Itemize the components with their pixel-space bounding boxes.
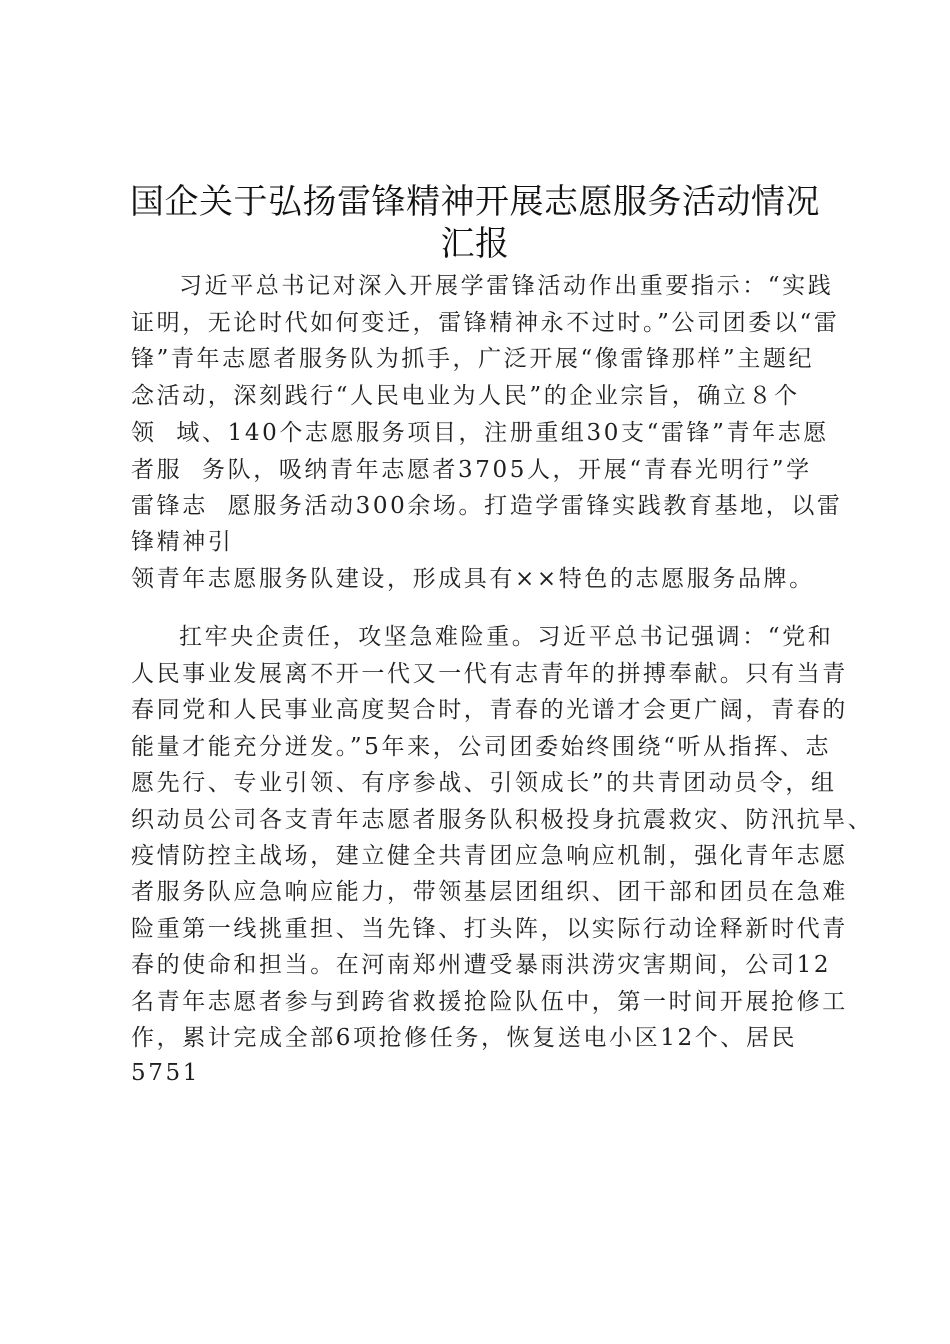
paragraph-line: 春的使命和担当。在河南郑州遭受暴雨洪涝灾害期间，公司12 bbox=[131, 952, 832, 978]
paragraph-line: 险重第一线挑重担、当先锋、打头阵，以实际行动诠释新时代青 bbox=[131, 916, 848, 942]
paragraph-line: 领青年志愿服务队建设，形成具有××特色的志愿服务品牌。 bbox=[131, 566, 815, 592]
paragraph-line: 作，累计完成全部6项抢修任务，恢复送电小区12个、居民 bbox=[131, 1025, 798, 1051]
paragraph-line: 疫情防控主战场，建立健全共青团应急响应机制，强化青年志愿 bbox=[131, 843, 848, 869]
paragraph-line: 锋精神引 bbox=[131, 529, 234, 555]
paragraph-line: 习近平总书记对深入开展学雷锋活动作出重要指示：“实践 bbox=[179, 273, 834, 299]
paragraph-line: 雷锋志 愿服务活动300余场。打造学雷锋实践教育基地，以雷 bbox=[131, 493, 843, 519]
paragraph-line: 名青年志愿者参与到跨省救援抢险队伍中，第一时间开展抢修工 bbox=[131, 989, 848, 1015]
paragraph-line: 锋”青年志愿者服务队为抓手，广泛开展“像雷锋那样”主题纪 bbox=[131, 346, 815, 372]
paragraph-line: 春同党和人民事业高度契合时，青春的光谱才会更广阔，青春的 bbox=[131, 697, 848, 723]
paragraph-line: 证明，无论时代如何变迁，雷锋精神永不过时。”公司团委以“雷 bbox=[131, 310, 840, 336]
paragraph-line: 能量才能充分迸发。”5年来，公司团委始终围绕“听从指挥、志 bbox=[131, 734, 832, 760]
document-title-line-1: 国企关于弘扬雷锋精神开展志愿服务活动情况 bbox=[130, 182, 820, 222]
paragraph-line: 者服 务队，吸纳青年志愿者3705人，开展“青春光明行”学 bbox=[131, 457, 812, 483]
paragraph-line: 扛牢央企责任，攻坚急难险重。习近平总书记强调：“党和 bbox=[179, 624, 834, 650]
paragraph-line: 人民事业发展离不开一代又一代有志青年的拼搏奉献。只有当青 bbox=[131, 661, 848, 687]
paragraph-line: 5751 bbox=[131, 1060, 200, 1086]
paragraph-line: 者服务队应急响应能力，带领基层团组织、团干部和团员在急难 bbox=[131, 879, 848, 905]
paragraph-line: 领 域、140个志愿服务项目，注册重组30支“雷锋”青年志愿 bbox=[131, 420, 829, 446]
document-title-line-2: 汇报 bbox=[440, 224, 510, 264]
paragraph-line: 愿先行、专业引领、有序参战、引领成长”的共青团动员令，组 bbox=[131, 770, 837, 796]
paragraph-line: 念活动，深刻践行“人民电业为人民”的企业宗旨，确立８个 bbox=[131, 383, 800, 409]
paragraph-line: 织动员公司各支青年志愿者服务队积极投身抗震救灾、防汛抗旱、 bbox=[131, 807, 874, 833]
